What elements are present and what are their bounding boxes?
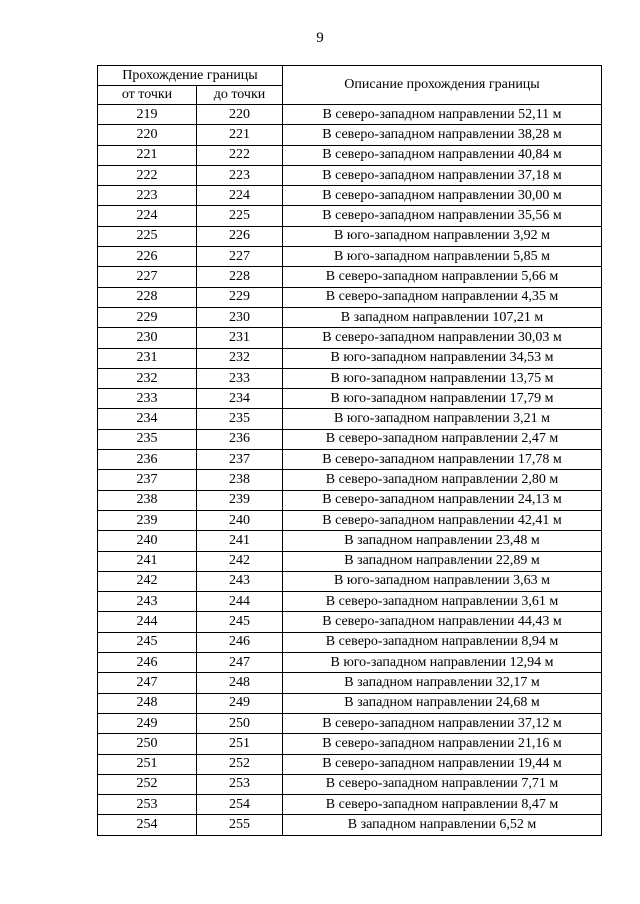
table-row	[98, 348, 602, 368]
description-cell: В западном направлении 6,52 м	[283, 815, 602, 835]
from-point-cell: 249	[98, 713, 197, 733]
from-point-cell: 247	[98, 673, 197, 693]
from-point-cell: 234	[98, 409, 197, 429]
to-point-cell: 232	[197, 348, 283, 368]
table-row	[98, 510, 602, 530]
from-point-cell: 241	[98, 551, 197, 571]
table-row	[98, 389, 602, 409]
from-point-cell: 246	[98, 653, 197, 673]
table-row	[98, 247, 602, 267]
to-point-cell: 229	[197, 287, 283, 307]
description-cell: В северо-западном направлении 7,71 м	[283, 774, 602, 794]
from-point-cell: 252	[98, 774, 197, 794]
table-row	[98, 287, 602, 307]
from-point-cell: 228	[98, 287, 197, 307]
description-cell: В северо-западном направлении 3,61 м	[283, 592, 602, 612]
to-point-cell: 239	[197, 490, 283, 510]
table-row	[98, 693, 602, 713]
from-point-cell: 232	[98, 368, 197, 388]
table-row	[98, 713, 602, 733]
header-boundary-passage: Прохождение границы	[98, 66, 283, 86]
description-cell: В северо-западном направлении 42,41 м	[283, 510, 602, 530]
table-row	[98, 490, 602, 510]
from-point-cell: 229	[98, 307, 197, 327]
from-point-cell: 223	[98, 186, 197, 206]
boundary-table	[97, 65, 602, 836]
header-description: Описание прохождения границы	[283, 66, 602, 105]
description-cell: В северо-западном направлении 21,16 м	[283, 734, 602, 754]
page-number: 9	[316, 30, 324, 46]
from-point-cell: 239	[98, 510, 197, 530]
table-row	[98, 551, 602, 571]
to-point-cell: 225	[197, 206, 283, 226]
to-point-cell: 240	[197, 510, 283, 530]
to-point-cell: 227	[197, 247, 283, 267]
from-point-cell: 243	[98, 592, 197, 612]
to-point-cell: 255	[197, 815, 283, 835]
table-body	[98, 105, 602, 836]
description-cell: В северо-западном направлении 38,28 м	[283, 125, 602, 145]
to-point-cell: 231	[197, 328, 283, 348]
to-point-cell: 233	[197, 368, 283, 388]
to-point-cell: 243	[197, 571, 283, 591]
description-cell: В северо-западном направлении 8,47 м	[283, 795, 602, 815]
from-point-cell: 251	[98, 754, 197, 774]
description-cell: В северо-западном направлении 24,13 м	[283, 490, 602, 510]
to-point-cell: 245	[197, 612, 283, 632]
from-point-cell: 242	[98, 571, 197, 591]
to-point-cell: 248	[197, 673, 283, 693]
table-row	[98, 165, 602, 185]
to-point-cell: 246	[197, 632, 283, 652]
description-cell: В северо-западном направлении 5,66 м	[283, 267, 602, 287]
description-cell: В западном направлении 32,17 м	[283, 673, 602, 693]
to-point-cell: 235	[197, 409, 283, 429]
table-row	[98, 592, 602, 612]
from-point-cell: 236	[98, 450, 197, 470]
table-row	[98, 450, 602, 470]
table-row	[98, 754, 602, 774]
table-row	[98, 734, 602, 754]
description-cell: В западном направлении 24,68 м	[283, 693, 602, 713]
header-to-point: до точки	[197, 86, 283, 105]
from-point-cell: 248	[98, 693, 197, 713]
from-point-cell: 230	[98, 328, 197, 348]
description-cell: В юго-западном направлении 3,92 м	[283, 226, 602, 246]
table-row	[98, 571, 602, 591]
from-point-cell: 225	[98, 226, 197, 246]
description-cell: В северо-западном направлении 44,43 м	[283, 612, 602, 632]
from-point-cell: 244	[98, 612, 197, 632]
table-row	[98, 307, 602, 327]
table-row	[98, 774, 602, 794]
description-cell: В северо-западном направлении 2,47 м	[283, 429, 602, 449]
table-row	[98, 653, 602, 673]
description-cell: В северо-западном направлении 30,03 м	[283, 328, 602, 348]
table-row	[98, 226, 602, 246]
description-cell: В северо-западном направлении 30,00 м	[283, 186, 602, 206]
to-point-cell: 254	[197, 795, 283, 815]
to-point-cell: 222	[197, 145, 283, 165]
from-point-cell: 226	[98, 247, 197, 267]
to-point-cell: 238	[197, 470, 283, 490]
from-point-cell: 233	[98, 389, 197, 409]
to-point-cell: 247	[197, 653, 283, 673]
to-point-cell: 236	[197, 429, 283, 449]
to-point-cell: 242	[197, 551, 283, 571]
table-row	[98, 409, 602, 429]
table-row	[98, 125, 602, 145]
table-row	[98, 145, 602, 165]
from-point-cell: 222	[98, 165, 197, 185]
description-cell: В северо-западном направлении 4,35 м	[283, 287, 602, 307]
description-cell: В юго-западном направлении 3,63 м	[283, 571, 602, 591]
to-point-cell: 244	[197, 592, 283, 612]
table-row	[98, 328, 602, 348]
from-point-cell: 221	[98, 145, 197, 165]
description-cell: В западном направлении 22,89 м	[283, 551, 602, 571]
to-point-cell: 253	[197, 774, 283, 794]
description-cell: В юго-западном направлении 12,94 м	[283, 653, 602, 673]
from-point-cell: 227	[98, 267, 197, 287]
to-point-cell: 224	[197, 186, 283, 206]
description-cell: В северо-западном направлении 40,84 м	[283, 145, 602, 165]
header-from-point: от точки	[98, 86, 197, 105]
to-point-cell: 237	[197, 450, 283, 470]
description-cell: В северо-западном направлении 2,80 м	[283, 470, 602, 490]
from-point-cell: 235	[98, 429, 197, 449]
table-row	[98, 267, 602, 287]
to-point-cell: 241	[197, 531, 283, 551]
to-point-cell: 221	[197, 125, 283, 145]
table-row	[98, 673, 602, 693]
table-row	[98, 105, 602, 125]
description-cell: В северо-западном направлении 37,12 м	[283, 713, 602, 733]
table-row	[98, 206, 602, 226]
table-row	[98, 470, 602, 490]
from-point-cell: 245	[98, 632, 197, 652]
table-row	[98, 612, 602, 632]
description-cell: В западном направлении 107,21 м	[283, 307, 602, 327]
to-point-cell: 228	[197, 267, 283, 287]
table-row	[98, 186, 602, 206]
description-cell: В юго-западном направлении 3,21 м	[283, 409, 602, 429]
table-row	[98, 632, 602, 652]
table-row	[98, 531, 602, 551]
to-point-cell: 226	[197, 226, 283, 246]
table-row	[98, 429, 602, 449]
table-row	[98, 795, 602, 815]
table-row	[98, 815, 602, 835]
to-point-cell: 252	[197, 754, 283, 774]
to-point-cell: 223	[197, 165, 283, 185]
from-point-cell: 220	[98, 125, 197, 145]
from-point-cell: 219	[98, 105, 197, 125]
from-point-cell: 238	[98, 490, 197, 510]
to-point-cell: 250	[197, 713, 283, 733]
description-cell: В северо-западном направлении 17,78 м	[283, 450, 602, 470]
from-point-cell: 224	[98, 206, 197, 226]
from-point-cell: 237	[98, 470, 197, 490]
to-point-cell: 249	[197, 693, 283, 713]
description-cell: В юго-западном направлении 5,85 м	[283, 247, 602, 267]
description-cell: В северо-западном направлении 35,56 м	[283, 206, 602, 226]
from-point-cell: 231	[98, 348, 197, 368]
table-header	[98, 66, 602, 105]
description-cell: В северо-западном направлении 8,94 м	[283, 632, 602, 652]
description-cell: В юго-западном направлении 34,53 м	[283, 348, 602, 368]
description-cell: В северо-западном направлении 37,18 м	[283, 165, 602, 185]
description-cell: В северо-западном направлении 52,11 м	[283, 105, 602, 125]
from-point-cell: 254	[98, 815, 197, 835]
from-point-cell: 253	[98, 795, 197, 815]
description-cell: В северо-западном направлении 19,44 м	[283, 754, 602, 774]
table-row	[98, 368, 602, 388]
description-cell: В юго-западном направлении 13,75 м	[283, 368, 602, 388]
description-cell: В юго-западном направлении 17,79 м	[283, 389, 602, 409]
to-point-cell: 251	[197, 734, 283, 754]
from-point-cell: 240	[98, 531, 197, 551]
to-point-cell: 220	[197, 105, 283, 125]
to-point-cell: 234	[197, 389, 283, 409]
description-cell: В западном направлении 23,48 м	[283, 531, 602, 551]
to-point-cell: 230	[197, 307, 283, 327]
from-point-cell: 250	[98, 734, 197, 754]
